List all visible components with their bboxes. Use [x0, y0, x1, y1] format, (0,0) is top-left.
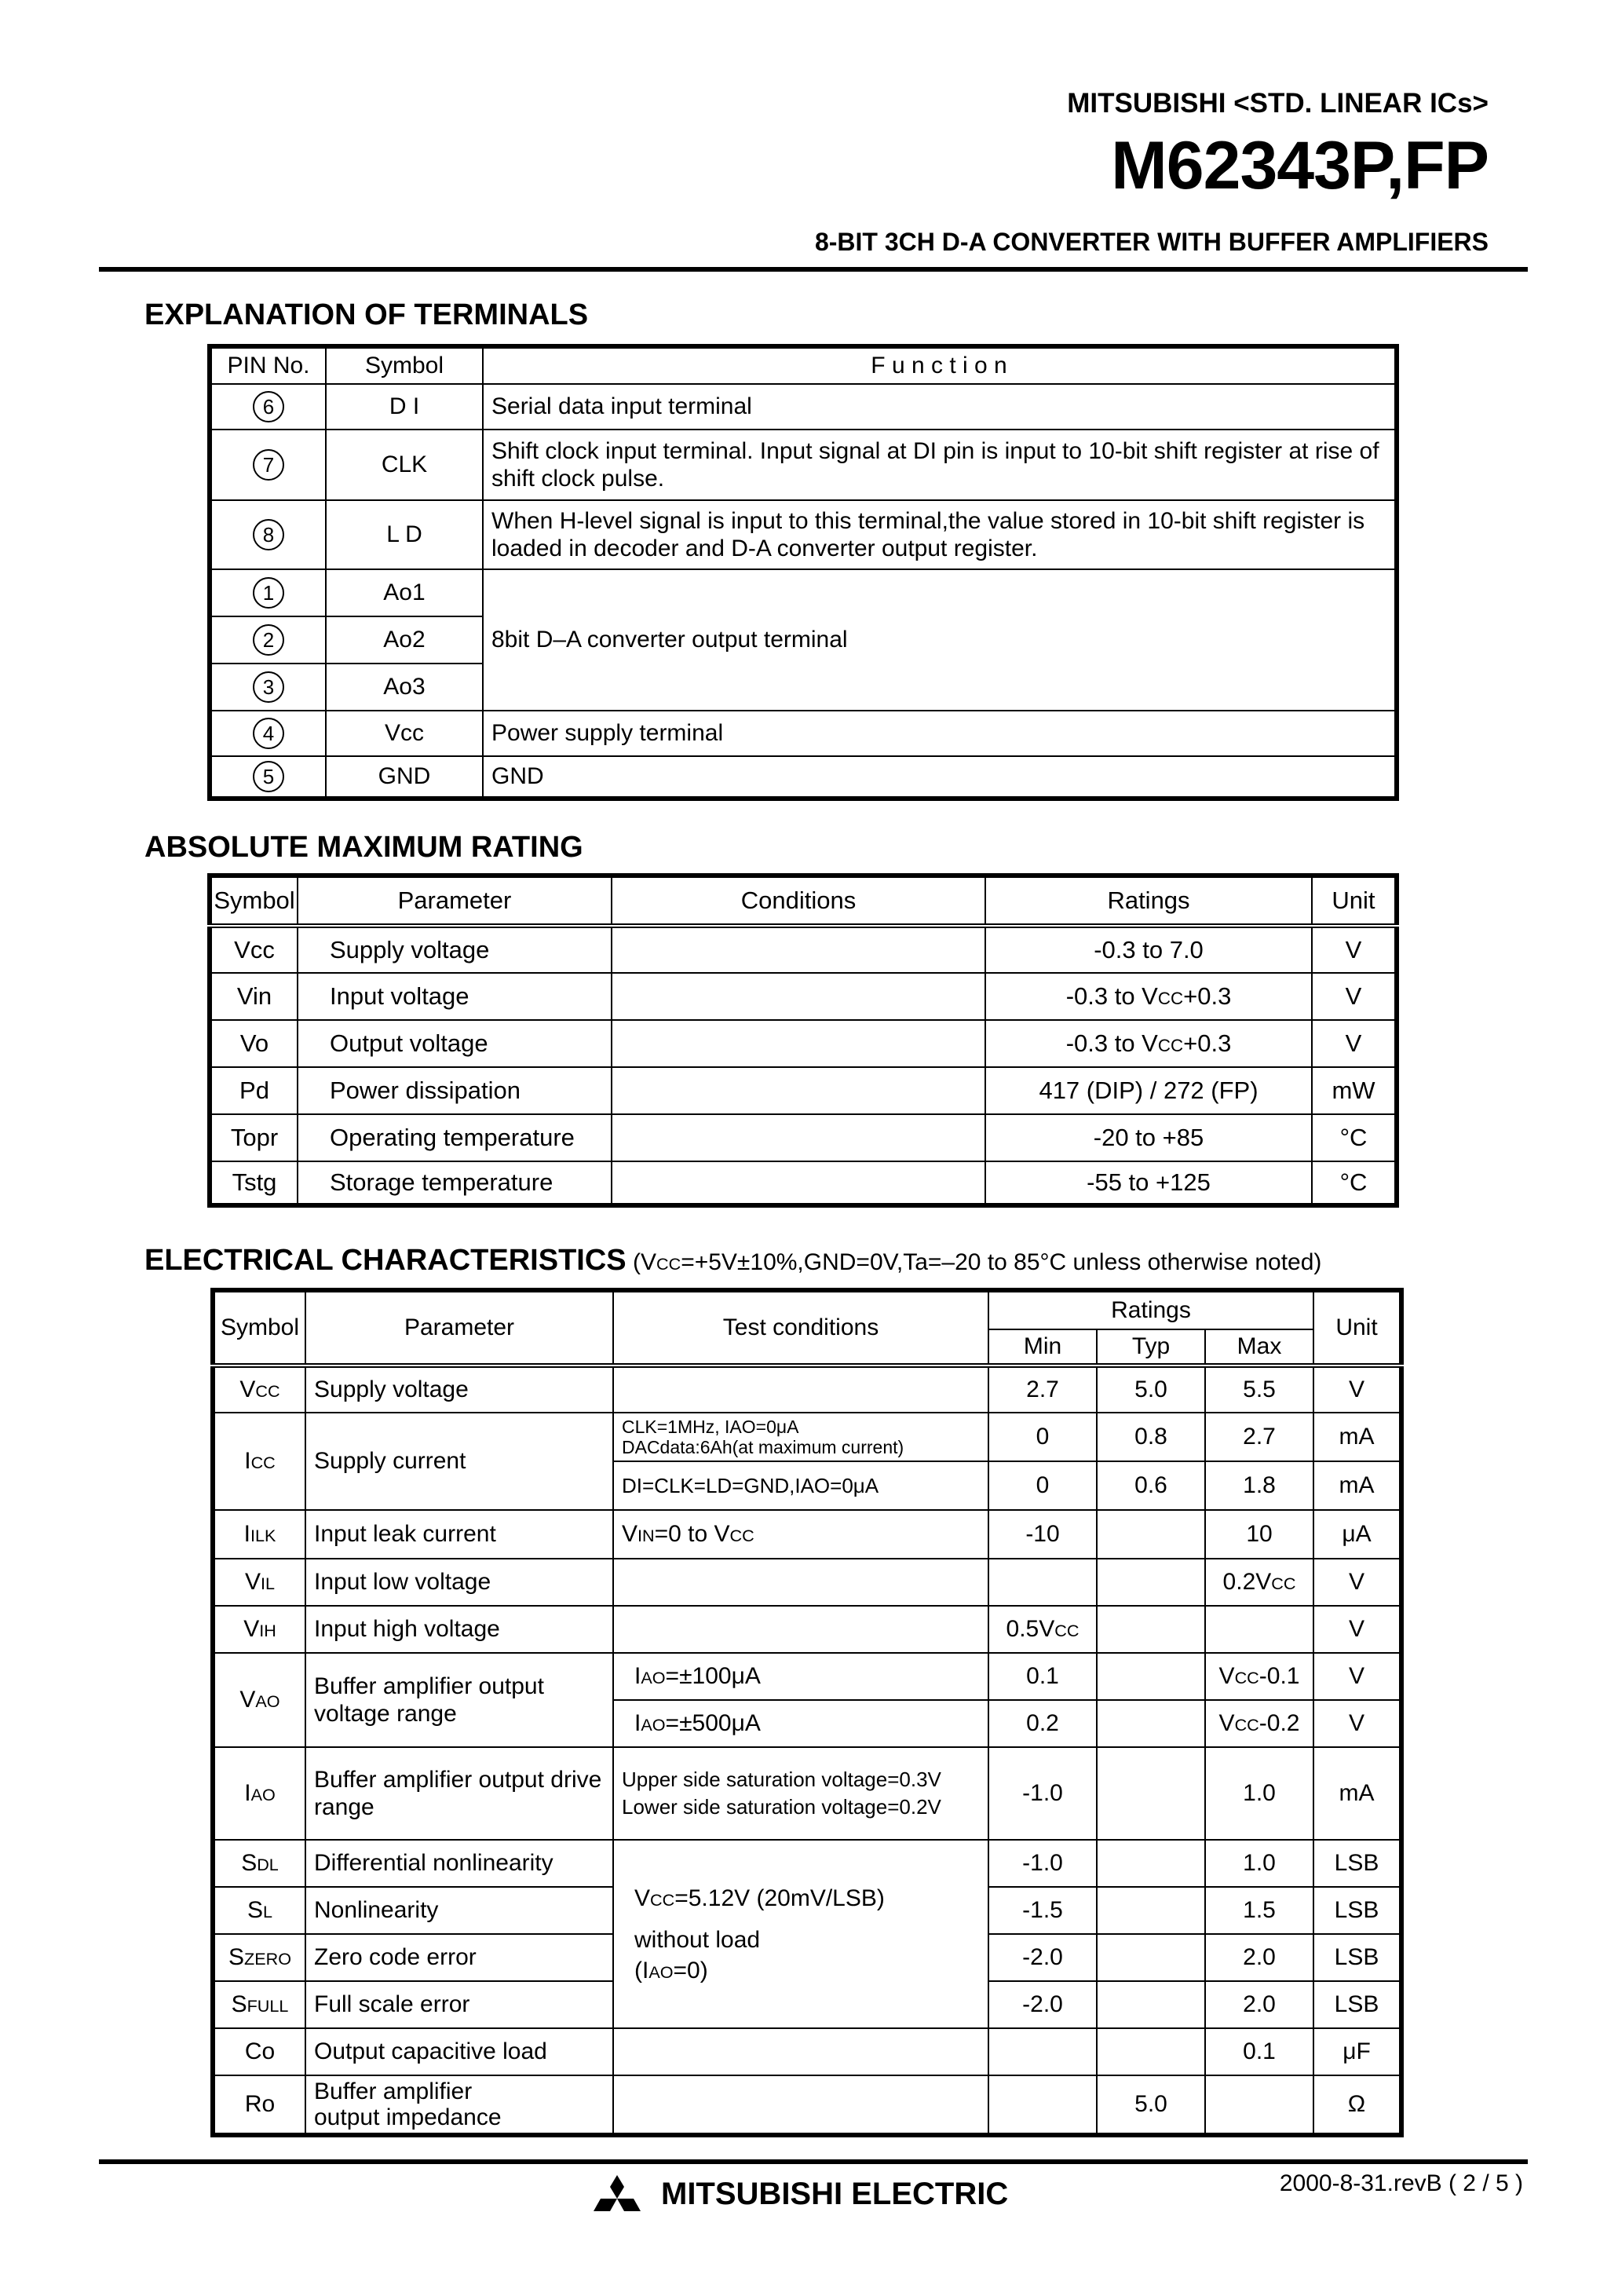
table-row: [210, 384, 1397, 430]
max-cell: VCC-0.2: [1205, 1700, 1313, 1747]
pin-number: 5: [253, 761, 284, 792]
max-cell: 0.2VCC: [1205, 1559, 1313, 1606]
table-row: [210, 973, 1397, 1020]
table-row: [213, 1653, 1401, 1700]
conditions-cell: [612, 973, 985, 1020]
parameter-cell: Storage temperature: [298, 1161, 612, 1205]
col-symbol: Symbol: [210, 876, 298, 926]
typ-cell: [1097, 1653, 1205, 1700]
table-row: [213, 1606, 1401, 1653]
table-row: [210, 1161, 1397, 1205]
rating-cell: -0.3 to VCC+0.3: [985, 1020, 1312, 1067]
unit-cell: mW: [1312, 1067, 1397, 1114]
symbol-cell: Tstg: [210, 1161, 298, 1205]
parameter-cell: Differential nonlinearity: [305, 1840, 613, 1887]
pin-number: 3: [253, 671, 284, 703]
table-row: [213, 1413, 1401, 1461]
mitsubishi-logo-icon: [594, 2175, 641, 2217]
max-cell: 1.8: [1205, 1461, 1313, 1510]
min-cell: 0.1: [988, 1653, 1097, 1700]
table-row: [210, 430, 1397, 500]
conditions-cell: Upper side saturation voltage=0.3V Lower side saturation voltage=0.2V: [613, 1747, 988, 1840]
max-cell: 2.0: [1205, 1981, 1313, 2028]
conditions-cell: [612, 1114, 985, 1161]
typ-cell: [1097, 1510, 1205, 1559]
table-row: [210, 569, 1397, 616]
typ-cell: [1097, 2028, 1205, 2075]
symbol-cell: Vo: [210, 1020, 298, 1067]
table-row: [213, 1559, 1401, 1606]
conditions-cell: [613, 1366, 988, 1413]
table-row: [213, 2028, 1401, 2075]
max-cell: 2.0: [1205, 1934, 1313, 1981]
min-cell: [988, 2028, 1097, 2075]
max-cell: 5.5: [1205, 1366, 1313, 1413]
max-cell: VCC-0.1: [1205, 1653, 1313, 1700]
typ-cell: [1097, 1934, 1205, 1981]
pin-number: 7: [253, 449, 284, 481]
conditions-cell: [613, 2028, 988, 2075]
max-cell: [1205, 1606, 1313, 1653]
footer-revision: 2000-8-31.revB ( 2 / 5 ): [1279, 2170, 1523, 2196]
col-pin-no: PIN No.: [210, 346, 326, 384]
unit-cell: mA: [1313, 1413, 1401, 1461]
symbol-cell: Vin: [210, 973, 298, 1020]
conditions-cell: [613, 1559, 988, 1606]
unit-cell: LSB: [1313, 1840, 1401, 1887]
rating-cell: -0.3 to 7.0: [985, 926, 1312, 973]
min-cell: [988, 1559, 1097, 1606]
min-cell: 0: [988, 1413, 1097, 1461]
typ-cell: [1097, 1606, 1205, 1653]
header-rule: [99, 267, 1528, 272]
series-title: MITSUBISHI <STD. LINEAR ICs>: [1067, 88, 1489, 119]
parameter-cell: Buffer amplifier output voltage range: [305, 1653, 613, 1747]
parameter-cell: Buffer amplifier output drive range: [305, 1747, 613, 1840]
table-row: [210, 500, 1397, 569]
parameter-cell: Output voltage: [298, 1020, 612, 1067]
typ-cell: 0.6: [1097, 1461, 1205, 1510]
symbol-cell: Pd: [210, 1067, 298, 1114]
parameter-cell: Operating temperature: [298, 1114, 612, 1161]
unit-cell: LSB: [1313, 1981, 1401, 2028]
pin-number: 4: [253, 718, 284, 749]
product-description: 8-BIT 3CH D-A CONVERTER WITH BUFFER AMPLIFIERS: [814, 228, 1489, 256]
terminals-section-title: EXPLANATION OF TERMINALS: [144, 298, 589, 331]
typ-cell: [1097, 1747, 1205, 1840]
unit-cell: °C: [1312, 1114, 1397, 1161]
parameter-cell: Full scale error: [305, 1981, 613, 2028]
terminal-symbol: L D: [326, 500, 483, 569]
table-row: [213, 2075, 1401, 2135]
conditions-cell: [613, 1606, 988, 1653]
symbol-cell: VAO: [213, 1653, 305, 1747]
elec-header-row: [213, 1290, 1401, 1329]
conditions-cell: [612, 926, 985, 973]
max-cell: 1.0: [1205, 1840, 1313, 1887]
symbol-cell: SFULL: [213, 1981, 305, 2028]
unit-cell: V: [1313, 1366, 1401, 1413]
terminal-function: 8bit D–A converter output terminal: [483, 569, 1397, 711]
pin-number: 2: [253, 624, 284, 656]
terminal-function: Serial data input terminal: [483, 384, 1397, 430]
table-row: [213, 1366, 1401, 1413]
parameter-cell: Nonlinearity: [305, 1887, 613, 1934]
col-typ: Typ: [1097, 1329, 1205, 1366]
terminal-symbol: Ao2: [326, 616, 483, 664]
terminal-symbol: GND: [326, 756, 483, 799]
parameter-cell: Supply voltage: [298, 926, 612, 973]
terminal-function: GND: [483, 756, 1397, 799]
col-max: Max: [1205, 1329, 1313, 1366]
elec-section-title: ELECTRICAL CHARACTERISTICS (VCC=+5V±10%,GND=0V,Ta=–20 to 85°C unless otherwise noted): [144, 1244, 1322, 1277]
max-cell: 0.1: [1205, 2028, 1313, 2075]
abs-max-header-row: [210, 876, 1397, 926]
parameter-cell: Supply current: [305, 1413, 613, 1510]
table-row: [210, 926, 1397, 973]
unit-cell: mA: [1313, 1461, 1401, 1510]
symbol-cell: VIL: [213, 1559, 305, 1606]
rating-cell: -55 to +125: [985, 1161, 1312, 1205]
rating-cell: -20 to +85: [985, 1114, 1312, 1161]
max-cell: 2.7: [1205, 1413, 1313, 1461]
parameter-cell: Input high voltage: [305, 1606, 613, 1653]
footer-brand: MITSUBISHI ELECTRIC: [661, 2177, 1009, 2211]
conditions-cell: VCC=5.12V (20mV/LSB) without load (IAO=0): [613, 1840, 988, 2028]
min-cell: -2.0: [988, 1934, 1097, 1981]
terminal-symbol: CLK: [326, 430, 483, 500]
symbol-cell: SDL: [213, 1840, 305, 1887]
unit-cell: V: [1313, 1606, 1401, 1653]
min-cell: 0.2: [988, 1700, 1097, 1747]
min-cell: -1.0: [988, 1747, 1097, 1840]
footer-rule: [99, 2159, 1528, 2164]
terminal-function: Power supply terminal: [483, 711, 1397, 756]
col-parameter: Parameter: [298, 876, 612, 926]
parameter-cell: Zero code error: [305, 1934, 613, 1981]
col-conditions: Conditions: [612, 876, 985, 926]
table-row: [213, 1840, 1401, 1887]
symbol-cell: SL: [213, 1887, 305, 1934]
terminal-symbol: Vcc: [326, 711, 483, 756]
unit-cell: V: [1313, 1700, 1401, 1747]
col-ratings: Ratings: [985, 876, 1312, 926]
col-parameter: Parameter: [305, 1290, 613, 1366]
symbol-cell: IAO: [213, 1747, 305, 1840]
typ-cell: [1097, 1887, 1205, 1934]
typ-cell: [1097, 1559, 1205, 1606]
min-cell: 2.7: [988, 1366, 1097, 1413]
unit-cell: μF: [1313, 2028, 1401, 2075]
typ-cell: [1097, 1700, 1205, 1747]
table-row: [210, 1114, 1397, 1161]
col-symbol: Symbol: [213, 1290, 305, 1366]
unit-cell: °C: [1312, 1161, 1397, 1205]
max-cell: 1.0: [1205, 1747, 1313, 1840]
table-row: [210, 1067, 1397, 1114]
max-cell: [1205, 2075, 1313, 2135]
terminal-function: When H-level signal is input to this terminal,the value stored in 10-bit shift register is loaded in decoder and D-A converter output register.: [483, 500, 1397, 569]
conditions-cell: [612, 1020, 985, 1067]
col-test-conditions: Test conditions: [613, 1290, 988, 1366]
unit-cell: V: [1312, 973, 1397, 1020]
col-function: F u n c t i o n: [483, 346, 1397, 384]
conditions-cell: VIN=0 to VCC: [613, 1510, 988, 1559]
symbol-cell: Ro: [213, 2075, 305, 2135]
symbol-cell: Topr: [210, 1114, 298, 1161]
parameter-cell: Input leak current: [305, 1510, 613, 1559]
unit-cell: Ω: [1313, 2075, 1401, 2135]
parameter-cell: Input voltage: [298, 973, 612, 1020]
terminal-symbol: D I: [326, 384, 483, 430]
typ-cell: [1097, 1840, 1205, 1887]
conditions-cell: [612, 1067, 985, 1114]
min-cell: -1.0: [988, 1840, 1097, 1887]
symbol-cell: VCC: [213, 1366, 305, 1413]
col-symbol: Symbol: [326, 346, 483, 384]
typ-cell: [1097, 1981, 1205, 2028]
symbol-cell: Vcc: [210, 926, 298, 973]
min-cell: [988, 2075, 1097, 2135]
conditions-cell: IAO=±100μA: [613, 1653, 988, 1700]
table-row: [210, 1020, 1397, 1067]
table-row: [213, 1747, 1401, 1840]
abs-max-section-title: ABSOLUTE MAXIMUM RATING: [144, 831, 583, 864]
min-cell: 0: [988, 1461, 1097, 1510]
terminals-header-row: [210, 346, 1397, 384]
unit-cell: mA: [1313, 1747, 1401, 1840]
max-cell: 1.5: [1205, 1887, 1313, 1934]
terminal-symbol: Ao1: [326, 569, 483, 616]
symbol-cell: Co: [213, 2028, 305, 2075]
unit-cell: V: [1313, 1559, 1401, 1606]
symbol-cell: VIH: [213, 1606, 305, 1653]
part-number: M62343P,FP: [1111, 128, 1489, 203]
pin-number: 6: [253, 391, 284, 422]
unit-cell: LSB: [1313, 1934, 1401, 1981]
parameter-cell: Output capacitive load: [305, 2028, 613, 2075]
table-row: [210, 711, 1397, 756]
unit-cell: V: [1312, 926, 1397, 973]
unit-cell: LSB: [1313, 1887, 1401, 1934]
unit-cell: μA: [1313, 1510, 1401, 1559]
typ-cell: 5.0: [1097, 1366, 1205, 1413]
min-cell: -2.0: [988, 1981, 1097, 2028]
symbol-cell: SZERO: [213, 1934, 305, 1981]
parameter-cell: Buffer amplifier output impedance: [305, 2075, 613, 2135]
min-cell: 0.5VCC: [988, 1606, 1097, 1653]
conditions-cell: [612, 1161, 985, 1205]
conditions-cell: CLK=1MHz, IAO=0μA DACdata:6Ah(at maximum current): [613, 1413, 988, 1461]
typ-cell: 0.8: [1097, 1413, 1205, 1461]
parameter-cell: Input low voltage: [305, 1559, 613, 1606]
pin-number: 1: [253, 577, 284, 609]
max-cell: 10: [1205, 1510, 1313, 1559]
rating-cell: 417 (DIP) / 272 (FP): [985, 1067, 1312, 1114]
terminal-symbol: Ao3: [326, 664, 483, 711]
symbol-cell: ICC: [213, 1413, 305, 1510]
col-unit: Unit: [1313, 1290, 1401, 1366]
parameter-cell: Power dissipation: [298, 1067, 612, 1114]
pin-number: 8: [253, 519, 284, 550]
symbol-cell: IILK: [213, 1510, 305, 1559]
abs-max-table: [207, 873, 1399, 1208]
unit-cell: V: [1313, 1653, 1401, 1700]
terminal-function: Shift clock input terminal. Input signal at DI pin is input to 10-bit shift register at rise of shift clock pulse.: [483, 430, 1397, 500]
conditions-cell: [613, 2075, 988, 2135]
table-row: [210, 756, 1397, 799]
col-unit: Unit: [1312, 876, 1397, 926]
min-cell: -10: [988, 1510, 1097, 1559]
col-ratings: Ratings: [988, 1290, 1313, 1329]
table-row: [213, 1510, 1401, 1559]
parameter-cell: Supply voltage: [305, 1366, 613, 1413]
typ-cell: 5.0: [1097, 2075, 1205, 2135]
terminals-table: [207, 344, 1399, 801]
conditions-cell: IAO=±500μA: [613, 1700, 988, 1747]
col-min: Min: [988, 1329, 1097, 1366]
conditions-cell: DI=CLK=LD=GND,IAO=0μA: [613, 1461, 988, 1510]
electrical-characteristics-table: [210, 1288, 1404, 2137]
rating-cell: -0.3 to VCC+0.3: [985, 973, 1312, 1020]
min-cell: -1.5: [988, 1887, 1097, 1934]
unit-cell: V: [1312, 1020, 1397, 1067]
